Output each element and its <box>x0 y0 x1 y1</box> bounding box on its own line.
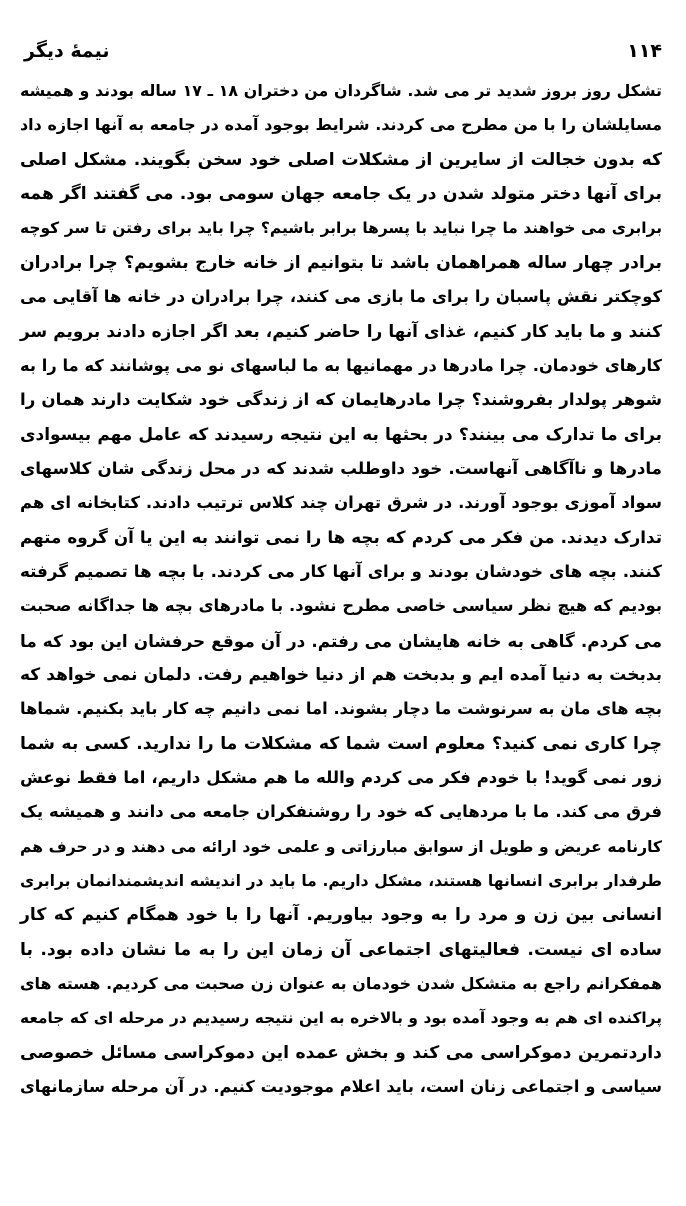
text-line: می کردم. گاهی به خانه هایشان می رفتم. در آن موقع حرفشان این بود که ما <box>20 630 662 651</box>
text-line: که بدون خجالت از سایرین از مشکلات اصلی خود سخن بگویند. مشکل اصلی <box>20 149 662 170</box>
text-line: کنند و ما باید کار کنیم، غذای آنها را حاضر کنیم، بعد اگر اجازه دادند برویم سر <box>20 321 662 342</box>
text-line: سواد آموزی بوجود آورند. در شرق تهران چند کلاس ترتیب دادند. کتابخانه ای هم <box>20 493 662 513</box>
text-line: برادر چهار ساله همراهمان باشد تا بتوانیم از خانه خارج بشویم؟ چرا برادران <box>20 252 662 273</box>
page-header <box>20 36 662 68</box>
text-line: برابری می خواهند ما چرا نباید با پسرها برابر باشیم؟ چرا باید برای رفتن تا سر کوچه <box>20 219 662 238</box>
text-line: زور نمی گوید! با خودم فکر می کردم والله ما هم مشکل داریم، اما فقط نوعش <box>20 767 662 787</box>
text-line: شوهر پولدار بفروشند؟ چرا مادرهایمان که از زندگی خود شکایت دارند همان را <box>20 390 662 410</box>
text-line: داردتمرین دموکراسی می کند و بخش عمده این دموکراسی مسائل خصوصی <box>20 1042 662 1063</box>
text-line: سیاسی و اجتماعی زنان است، باید اعلام موجودیت کنیم. در آن مرحله سازمانهای <box>20 1076 662 1096</box>
text-line: کارهای خودمان. چرا مادرها در مهمانیها به ما لباسهای نو می پوشانند که ما را به <box>20 355 662 375</box>
text-line: مادرها و ناآگاهی آنهاست. خود داوطلب شدند که در محل زندگی شان کلاسهای <box>20 458 662 478</box>
text-line: برای ما تدارک می بینند؟ در بحثها به این نتیجه رسیدند که عامل مهم بیسوادی <box>20 424 662 445</box>
text-line: برای آنها دختر متولد شدن در یک جامعه جهان سومی بود. می گفتند اگر همه <box>20 184 662 205</box>
body-text <box>20 74 662 1104</box>
text-line: انسانی بین زن و مرد را به وجود بیاوریم. آنها را با خود همگام کنیم که کار <box>20 905 662 926</box>
running-title: نیمهٔ دیگر <box>24 40 110 62</box>
text-line: کنند. بچه های خودشان بودند و برای آنها کار می کردند. با بچه ها تصمیم گرفته <box>20 561 662 581</box>
text-line: مسایلشان را با من مطرح می کردند. شرایط بوجود آمده در جامعه به آنها اجازه داد <box>20 115 662 135</box>
text-line: بچه های مان به سرنوشت ما دچار بشوند. اما نمی دانیم چه کار باید بکنیم. شماها <box>20 699 662 719</box>
text-line: چرا کاری نمی کنید؟ معلوم است شما که مشکلات ما را ندارید. کسی به شما <box>20 733 662 754</box>
text-line: بدبخت به دنیا آمده ایم و بدبخت هم از دنیا خواهیم رفت. دلمان نمی خواهد که <box>20 664 662 685</box>
page-number: ۱۱۴ <box>627 40 662 62</box>
text-line: ساده ای نیست. فعالیتهای اجتماعی آن زمان این را به ما نشان داده بود. با <box>20 939 662 960</box>
text-line: فرق می کند. ما با مردهایی که خود را روشنفکران جامعه می دانند و همیشه یک <box>20 802 662 822</box>
text-line: همفکرانم راجع به متشکل شدن خودمان به عنوان زن صحبت می کردیم. هسته های <box>20 973 662 993</box>
text-line: تشکل روز بروز شدید تر می شد. شاگردان من دختران ۱۸ ـ ۱۷ ساله بودند و همیشه <box>20 81 662 100</box>
text-line: کارنامه عریض و طویل از سوابق مبارزاتی و علمی خود ارائه می دهند و در حرف هم <box>20 837 662 856</box>
text-line: تدارک دیدند. من فکر می کردم که بچه ها را نمی توانند به این یا آن گروه متهم <box>20 527 662 548</box>
text-line: پراکنده ای هم به وجود آمده بود و بالاخره به این نتیجه رسیدیم در مرحله ای که جامعه <box>20 1009 662 1028</box>
text-line: طرفدار برابری انسانها هستند، مشکل داریم. ما باید در اندیشه اندیشمندانمان برابری <box>20 871 662 890</box>
text-line: کوچکتر نقش پاسبان را برای ما بازی می کنند، چرا برادران در خانه ها آقایی می <box>20 287 662 307</box>
text-line: بودیم که هیچ نظر سیاسی خاصی مطرح نشود. با مادرهای بچه ها جداگانه صحبت <box>20 596 662 616</box>
